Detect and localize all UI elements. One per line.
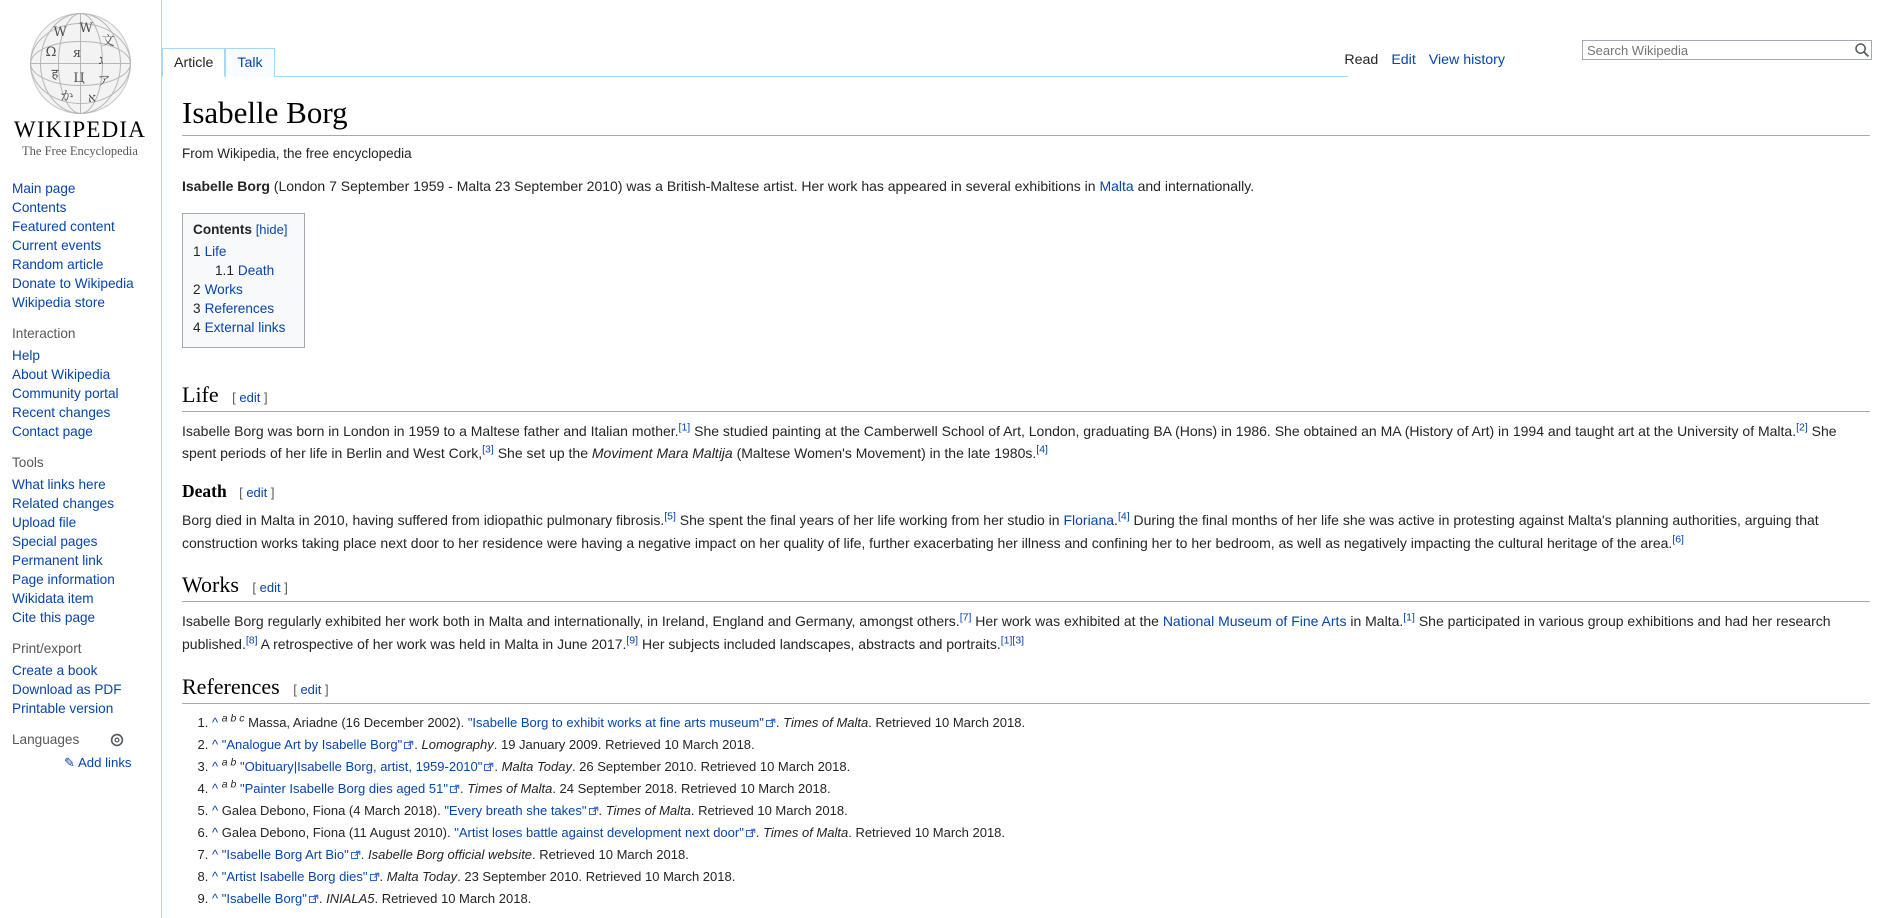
- reference-item: [212, 734, 1870, 755]
- external-link-icon: [309, 889, 319, 899]
- sidebar-item-donate[interactable]: [12, 274, 160, 293]
- reference-work: Times of Malta: [467, 780, 553, 796]
- svg-text:ह: ह: [51, 67, 58, 82]
- view-tabs: [1344, 52, 1505, 68]
- ref-link[interactable]: [2]: [1796, 421, 1808, 434]
- wikipedia-globe-icon: [29, 12, 132, 115]
- reference-title-link[interactable]: "Isabelle Borg": [221, 891, 307, 907]
- article-content: [182, 175, 1870, 909]
- reference-title-link[interactable]: "Artist Isabelle Borg dies": [221, 869, 368, 885]
- sidebar-item-printable-version[interactable]: [12, 699, 160, 718]
- ref-link[interactable]: [8]: [245, 634, 258, 647]
- sidebar-heading-tools: Tools: [12, 455, 44, 470]
- sidebar-item-about[interactable]: [12, 365, 160, 384]
- reference-work: Lomography: [421, 736, 494, 752]
- toc-list: [193, 242, 288, 337]
- reference-details: . Retrieved 10 March 2018.: [868, 714, 1026, 730]
- section-title-life: Life: [182, 381, 219, 407]
- sidebar-item-special-pages[interactable]: [12, 532, 160, 551]
- sidebar-link-community-portal[interactable]: Community portal: [12, 386, 119, 401]
- svg-text:文: 文: [100, 34, 115, 49]
- reference-backlink[interactable]: ^: [212, 869, 219, 885]
- wordmark: WIKIPEDIA: [13, 117, 147, 142]
- reference-title-link[interactable]: "Painter Isabelle Borg dies aged 51": [239, 780, 448, 796]
- reference-details: . 19 January 2009. Retrieved 10 March 2018.: [493, 736, 755, 752]
- works-t3: in Malta.: [1346, 613, 1404, 630]
- reference-author: Galea Debono, Fiona (4 March 2018).: [221, 802, 445, 818]
- toc-title-row: [193, 222, 288, 237]
- edit-link[interactable]: edit: [239, 389, 261, 405]
- add-links-label: Add links: [78, 755, 132, 770]
- reference-backlink[interactable]: ^: [212, 714, 219, 730]
- tab-talk[interactable]: [225, 48, 274, 77]
- ref-marker[interactable]: [1036, 444, 1048, 456]
- sidebar-item-page-information[interactable]: [12, 570, 160, 589]
- print-export-list: [12, 661, 160, 718]
- life-t5: (Maltese Women's Movement) in the late 1980s.: [732, 445, 1037, 462]
- reference-work: INIALA5: [326, 891, 375, 907]
- tab-article-label: Article: [174, 55, 214, 71]
- sidebar-link-recent-changes[interactable]: Recent changes: [12, 405, 111, 420]
- ref-marker[interactable]: [960, 612, 972, 624]
- toc-text: Life: [204, 243, 227, 259]
- sidebar-item-help[interactable]: [12, 346, 160, 365]
- svg-text:Ц: Ц: [72, 71, 85, 86]
- ref-link[interactable]: [9]: [626, 634, 639, 647]
- sidebar-item-current-events[interactable]: [12, 236, 160, 255]
- sidebar-link-current-events[interactable]: Current events: [12, 238, 102, 253]
- ref-marker[interactable]: [1403, 612, 1415, 624]
- works-t6: Her subjects included landscapes, abstracts and portraits.: [638, 636, 1001, 653]
- external-link-icon: [370, 867, 380, 877]
- reference-details: . Retrieved 10 March 2018.: [374, 891, 532, 907]
- external-link-icon: [450, 779, 460, 789]
- section-heading-references: [182, 674, 1870, 704]
- reference-work: Times of Malta: [763, 824, 849, 840]
- sidebar-link-contents[interactable]: Contents: [12, 200, 67, 215]
- reference-details: . 26 September 2010. Retrieved 10 March 2018.: [571, 758, 851, 774]
- svg-text:я: я: [72, 46, 81, 61]
- portal-navigation: [0, 179, 160, 771]
- link-national-museum-of-fine-arts[interactable]: National Museum of Fine Arts: [1162, 613, 1347, 630]
- sidebar-item-recent-changes[interactable]: [12, 403, 160, 422]
- reference-item: [212, 800, 1870, 821]
- edit-link[interactable]: edit: [300, 681, 322, 697]
- svg-text:ア: ア: [96, 74, 111, 89]
- add-links-button[interactable]: [12, 755, 160, 771]
- reference-title-link[interactable]: "Isabelle Borg to exhibit works at fine arts museum": [467, 714, 764, 730]
- reference-item: [212, 844, 1870, 865]
- svg-text:א: א: [87, 91, 96, 106]
- reference-backlink[interactable]: ^: [212, 891, 219, 907]
- death-t3: .: [1114, 512, 1118, 529]
- languages-header: [12, 732, 160, 747]
- link-malta[interactable]: Malta: [1099, 178, 1134, 194]
- tab-talk-label: Talk: [237, 55, 263, 71]
- sidebar-item-contents[interactable]: [12, 198, 160, 217]
- reference-work: Isabelle Borg official website: [368, 846, 533, 862]
- reference-separator: .: [318, 891, 327, 907]
- sidebar-item-community-portal[interactable]: [12, 384, 160, 403]
- reference-item: [212, 822, 1870, 843]
- tools-list: [12, 475, 160, 627]
- svg-text:W: W: [52, 25, 67, 40]
- sidebar-link-page-information[interactable]: Page information: [12, 572, 115, 587]
- reference-separator: .: [598, 802, 606, 818]
- reference-author: Massa, Ariadne (16 December 2002).: [248, 714, 468, 730]
- navigation-list: [12, 179, 160, 312]
- external-link-icon: [746, 823, 756, 833]
- sidebar-item-wikidata-item[interactable]: [12, 589, 160, 608]
- external-link-icon: [766, 713, 776, 723]
- reference-work: Malta Today: [501, 758, 572, 774]
- reference-separator: .: [775, 714, 784, 730]
- ref-marker[interactable]: [1118, 510, 1130, 522]
- sidebar-heading-print-export: Print/export: [12, 641, 82, 656]
- content-area: [161, 0, 1890, 918]
- svg-text:ג: ג: [98, 53, 103, 68]
- edit-section-life: [ edit ]: [232, 389, 268, 405]
- reference-separator: .: [459, 780, 468, 796]
- section-title-death: Death: [182, 481, 227, 502]
- sidebar-link-featured-content[interactable]: Featured content: [12, 219, 115, 234]
- link-floriana[interactable]: Floriana: [1063, 512, 1115, 529]
- paragraph-works: [182, 610, 1870, 655]
- reference-backlink[interactable]: ^: [212, 824, 219, 840]
- reference-details: . Retrieved 10 March 2018.: [532, 846, 689, 862]
- section-heading-works: [182, 572, 1870, 602]
- sidebar-heading-interaction: Interaction: [12, 326, 76, 341]
- ref-link[interactable]: [3]: [1012, 634, 1025, 647]
- toc-number: 2: [193, 281, 201, 297]
- edit-section-death: [ edit ]: [239, 485, 275, 501]
- toc-number: 1.1: [215, 262, 234, 278]
- works-t1: Isabelle Borg regularly exhibited her work both in Malta and internationally, in Ireland, England and Germany, amongst others.: [182, 613, 960, 630]
- ref-marker[interactable]: [626, 634, 638, 646]
- sidebar-item-download-as-pdf[interactable]: [12, 680, 160, 699]
- reference-author: Galea Debono, Fiona (11 August 2010).: [221, 824, 455, 840]
- ref-link[interactable]: [1]: [1403, 611, 1415, 624]
- life-t2: She studied painting at the Camberwell School of Art, London, graduating BA (Hons) in 1986. She obtained an MA (History of Art) in 1994 and taught art at the University of Malta.: [690, 422, 1797, 439]
- tab-edit[interactable]: Edit: [1391, 52, 1416, 68]
- toc-number: 3: [193, 300, 201, 316]
- reference-work: Malta Today: [386, 869, 458, 885]
- reference-letters[interactable]: a b: [221, 756, 237, 769]
- interaction-list: [12, 346, 160, 441]
- tab-view-history[interactable]: View history: [1428, 52, 1505, 68]
- works-t5: A retrospective of her work was held in Malta in June 2017.: [257, 636, 627, 653]
- life-t4: She set up the: [493, 445, 592, 462]
- life-italic-title: Moviment Mara Maltija: [591, 445, 733, 462]
- namespace-tabs: [162, 48, 275, 77]
- reference-title-link[interactable]: "Analogue Art by Isabelle Borg": [221, 736, 403, 752]
- toc-text: External links: [204, 319, 286, 335]
- sidebar-item-what-links-here[interactable]: [12, 475, 160, 494]
- reference-work: Times of Malta: [605, 802, 691, 818]
- article-body: [162, 77, 1890, 910]
- sidebar-item-contact-page[interactable]: [12, 422, 160, 441]
- external-link-icon: [351, 845, 361, 855]
- sidebar-link-donate[interactable]: Donate to Wikipedia: [12, 276, 134, 291]
- reference-item: [212, 866, 1870, 887]
- search-icon[interactable]: [1854, 42, 1870, 58]
- reference-item: [212, 778, 1870, 799]
- sidebar-link-upload-file[interactable]: Upload file: [12, 515, 77, 530]
- reference-backlink[interactable]: ^: [212, 780, 219, 796]
- tab-read[interactable]: Read: [1344, 52, 1379, 68]
- reference-details: . Retrieved 10 March 2018.: [848, 824, 1006, 840]
- death-t2: She spent the final years of her life working from her studio in: [675, 512, 1064, 529]
- sidebar-item-featured-content[interactable]: [12, 217, 160, 236]
- external-link-icon: [484, 757, 494, 767]
- toc-item-death[interactable]: [193, 261, 288, 280]
- sidebar-link-help[interactable]: Help: [12, 348, 40, 363]
- lead-text-1: (London 7 September 1959 - Malta 23 September 2010) was a British-Maltese artist. Her work has appeared in several exhibitions in: [269, 178, 1100, 194]
- sidebar-link-special-pages[interactable]: Special pages: [12, 534, 98, 549]
- pencil-icon: ✎: [64, 755, 76, 770]
- ref-link[interactable]: [1]: [1000, 634, 1013, 647]
- tagline: The Free Encyclopedia: [22, 144, 138, 158]
- reference-details: . Retrieved 10 March 2018.: [690, 802, 848, 818]
- sidebar-item-random-article[interactable]: [12, 255, 160, 274]
- edit-section-references: [ edit ]: [293, 681, 329, 697]
- reference-details: . 23 September 2010. Retrieved 10 March 2018.: [457, 869, 736, 885]
- works-t4: She participated in various group exhibitions and had her research published.: [182, 613, 1831, 653]
- sidebar-item-create-a-book[interactable]: [12, 661, 160, 680]
- subject-name: Isabelle Borg: [182, 178, 270, 194]
- sidebar-link-main-page[interactable]: Main page: [12, 181, 76, 196]
- ref-link[interactable]: [5]: [664, 510, 676, 523]
- paragraph-death: [182, 509, 1870, 554]
- ref-marker[interactable]: [664, 510, 676, 522]
- sidebar-item-main-page[interactable]: [12, 179, 160, 198]
- toc-item-references[interactable]: [193, 299, 288, 318]
- section-heading-life: [182, 382, 1870, 412]
- reference-item: [212, 756, 1870, 777]
- ref-marker[interactable]: [246, 634, 258, 646]
- reference-title-link[interactable]: "Artist loses battle against development next door": [454, 824, 744, 840]
- sidebar-item-related-changes[interactable]: [12, 494, 160, 513]
- section-title-references: References: [182, 673, 280, 699]
- ref-link[interactable]: [1]: [678, 421, 691, 434]
- sidebar-link-permanent-link[interactable]: Permanent link: [12, 553, 103, 568]
- sidebar-link-wikidata-item[interactable]: Wikidata item: [12, 591, 94, 606]
- sidebar-link-download-as-pdf[interactable]: Download as PDF: [12, 682, 122, 697]
- ref-link[interactable]: [4]: [1117, 510, 1130, 523]
- sidebar-link-create-a-book[interactable]: Create a book: [12, 663, 98, 678]
- reference-title-link[interactable]: "Obituary|Isabelle Borg, artist, 1959-2010": [239, 758, 483, 774]
- lead-paragraph: [182, 175, 1870, 198]
- life-t1: Isabelle Borg was born in London in 1959 to a Maltese father and Italian mother.: [182, 422, 679, 439]
- references-list: [182, 712, 1870, 909]
- reference-separator: .: [494, 758, 502, 774]
- reference-backlink[interactable]: ^: [212, 802, 219, 818]
- death-t4: During the final months of her life she was active in protesting against Malta's planning authorities, arguing that construction works taking place next door to her residence were having a negative impact on her quality of life, further exacerbating her illness and confining her to her bedroom, as well as negatively impacting the cultural heritage of the area.: [182, 512, 1819, 551]
- search-form[interactable]: [1582, 40, 1872, 60]
- reference-work: Times of Malta: [783, 714, 869, 730]
- toc-number: 1: [193, 243, 201, 259]
- reference-title-link[interactable]: "Every breath she takes": [444, 802, 587, 818]
- external-link-icon: [404, 735, 414, 745]
- tab-article[interactable]: [162, 48, 225, 77]
- reference-separator: .: [379, 869, 387, 885]
- sidebar-item-store[interactable]: [12, 293, 160, 312]
- reference-separator: .: [414, 736, 422, 752]
- svg-text:か: か: [59, 89, 74, 104]
- toc-text: Death: [237, 262, 275, 278]
- reference-backlink[interactable]: ^: [212, 846, 219, 862]
- reference-title-link[interactable]: "Isabelle Borg Art Bio": [221, 846, 349, 862]
- external-link-icon: [589, 801, 599, 811]
- svg-text:W: W: [78, 21, 93, 36]
- reference-item: [212, 888, 1870, 909]
- reference-letters[interactable]: a b: [221, 778, 237, 791]
- toc-toggle[interactable]: [hide]: [255, 221, 288, 237]
- life-t3: She spent periods of her life in Berlin and West Cork,: [182, 422, 1837, 462]
- reference-separator: .: [360, 846, 368, 862]
- edit-link[interactable]: edit: [259, 580, 281, 596]
- toc-item-external-links[interactable]: [193, 318, 288, 337]
- sidebar-link-random-article[interactable]: Random article: [12, 257, 104, 272]
- ref-marker[interactable]: [1012, 634, 1024, 646]
- sidebar-link-about[interactable]: About Wikipedia: [12, 367, 111, 382]
- reference-item: [212, 712, 1870, 733]
- sidebar-link-cite-this-page[interactable]: Cite this page: [12, 610, 96, 625]
- sidebar-item-upload-file[interactable]: [12, 513, 160, 532]
- sidebar-link-what-links-here[interactable]: What links here: [12, 477, 106, 492]
- sidebar: [0, 0, 160, 771]
- works-t2: Her work was exhibited at the: [971, 613, 1163, 630]
- sidebar-heading-languages: Languages: [12, 732, 80, 747]
- edit-section-works: [ edit ]: [252, 580, 288, 596]
- ref-marker[interactable]: [1001, 634, 1013, 646]
- paragraph-life: [182, 420, 1870, 465]
- ref-link[interactable]: [3]: [482, 443, 494, 456]
- sidebar-link-contact-page[interactable]: Contact page: [12, 424, 93, 439]
- svg-text:Ω: Ω: [45, 45, 56, 60]
- table-of-contents: [182, 213, 305, 348]
- sidebar-item-permanent-link[interactable]: [12, 551, 160, 570]
- ref-marker[interactable]: [1672, 533, 1684, 545]
- reference-backlink[interactable]: ^: [212, 758, 219, 774]
- section-heading-death: [182, 481, 1870, 502]
- death-t1: Borg died in Malta in 2010, having suffered from idiopathic pulmonary fibrosis.: [182, 512, 665, 529]
- reference-details: . 24 September 2018. Retrieved 10 March 2018.: [552, 780, 831, 796]
- sidebar-item-cite-this-page[interactable]: [12, 608, 160, 627]
- reference-separator: .: [755, 824, 764, 840]
- reference-letters[interactable]: a b c: [221, 712, 245, 725]
- toc-title: Contents: [193, 221, 252, 237]
- toc-text: References: [204, 300, 275, 316]
- ref-link[interactable]: [4]: [1036, 443, 1048, 456]
- sidebar-link-store[interactable]: Wikipedia store: [12, 295, 105, 310]
- lead-text-2: and internationally.: [1133, 178, 1255, 194]
- gear-icon[interactable]: [110, 733, 124, 747]
- page-title: Isabelle Borg: [182, 95, 1870, 136]
- edit-link[interactable]: edit: [246, 485, 268, 501]
- toc-item-life[interactable]: [193, 242, 288, 261]
- site-subtitle: From Wikipedia, the free encyclopedia: [182, 146, 412, 161]
- toc-number: 4: [193, 319, 201, 335]
- ref-marker[interactable]: [1796, 421, 1808, 433]
- section-title-works: Works: [182, 572, 239, 598]
- ref-marker[interactable]: [482, 444, 494, 456]
- search-input[interactable]: [1582, 40, 1872, 60]
- toc-text: Works: [204, 281, 243, 297]
- sidebar-link-printable-version[interactable]: Printable version: [12, 701, 114, 716]
- ref-marker[interactable]: [679, 421, 691, 433]
- reference-backlink[interactable]: ^: [212, 736, 219, 752]
- sidebar-link-related-changes[interactable]: Related changes: [12, 496, 115, 511]
- wikipedia-logo[interactable]: [0, 8, 160, 165]
- ref-link[interactable]: [6]: [1672, 533, 1684, 546]
- ref-link[interactable]: [7]: [959, 611, 972, 624]
- toc-item-works[interactable]: [193, 280, 288, 299]
